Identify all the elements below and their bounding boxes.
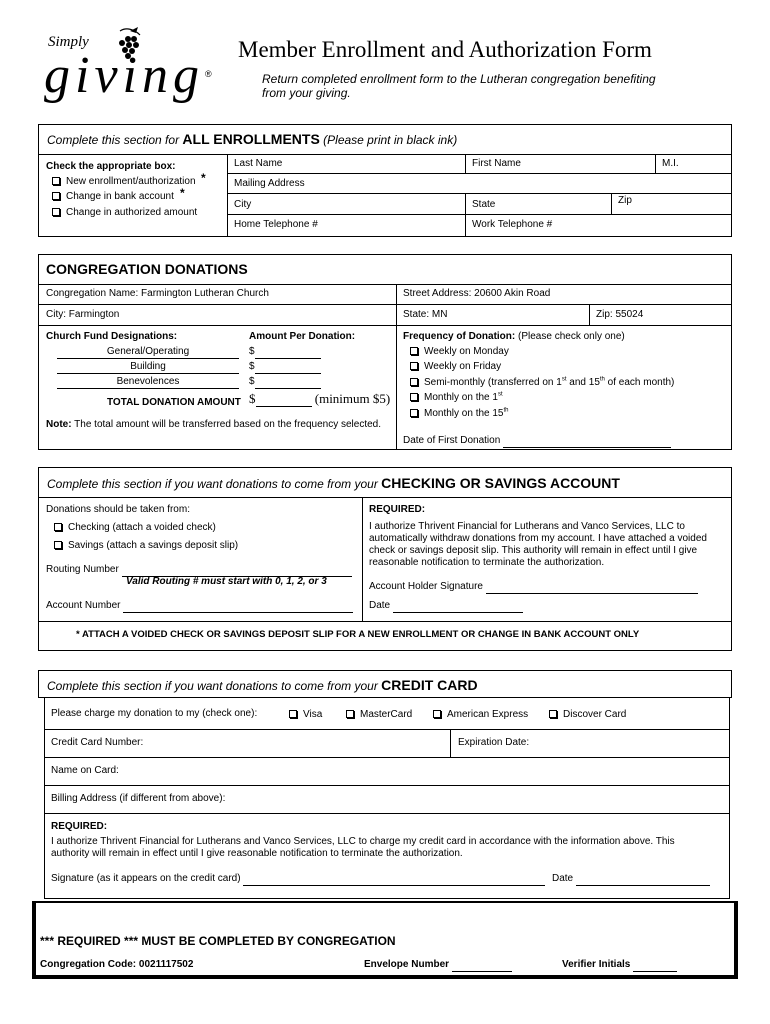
check-box-label: Check the appropriate box:	[46, 161, 176, 172]
option-change-bank[interactable]: Change in bank account	[52, 191, 174, 203]
card-required-label: REQUIRED:	[51, 821, 108, 832]
verifier-initials-field[interactable]: Verifier Initials	[562, 959, 677, 972]
bank-auth-line3: check or savings deposit slip. This authority will remain in effect until I give	[369, 545, 698, 556]
bank-auth-line1: I authorize Thrivent Financial for Lutherans and Vanco Services, LLC to	[369, 521, 685, 532]
card-auth-line1: I authorize Thrivent Financial for Lutherans and Vanco Services, LLC to charge my credit card in accordance with the information above. This	[51, 836, 675, 847]
congregation-required-heading: *** REQUIRED *** MUST BE COMPLETED BY CONGREGATION	[40, 934, 396, 948]
page-title: Member Enrollment and Authorization Form	[238, 37, 652, 62]
option-savings[interactable]: Savings (attach a savings deposit slip)	[54, 540, 238, 552]
logo-simply: Simply	[48, 34, 89, 50]
card-visa[interactable]: Visa	[289, 709, 322, 721]
fund-benevolences: Benevolences	[57, 376, 239, 389]
bank-auth-line2: automatically withdraw donations from my account. I have attached a voided	[369, 533, 707, 544]
subtitle-line1: Return completed enrollment form to the Lutheran congregation benefiting	[262, 72, 656, 86]
amount-per-donation-label: Amount Per Donation:	[249, 331, 356, 342]
required-star: *	[201, 171, 206, 185]
minimum-note: (minimum $5)	[314, 391, 391, 406]
checkbox[interactable]	[549, 710, 557, 718]
amount-general-field[interactable]: $	[249, 346, 321, 359]
routing-number-label: Routing Number	[46, 564, 119, 575]
checkbox[interactable]	[54, 541, 62, 549]
card-date-field[interactable]: Date	[552, 873, 710, 886]
street-address: Street Address: 20600 Akin Road	[403, 288, 551, 299]
registered-mark: ®	[205, 69, 212, 79]
first-name-field[interactable]: First Name	[472, 158, 521, 169]
name-on-card-field[interactable]: Name on Card:	[51, 765, 119, 776]
freq-weekly-monday[interactable]: Weekly on Monday	[410, 346, 509, 358]
option-new-enrollment[interactable]: New enrollment/authorization	[52, 176, 196, 188]
work-telephone-field[interactable]: Work Telephone #	[472, 219, 553, 230]
fund-general: General/Operating	[57, 346, 239, 359]
freq-weekly-friday[interactable]: Weekly on Friday	[410, 361, 501, 373]
donations-taken-from-label: Donations should be taken from:	[46, 504, 190, 515]
checkbox[interactable]	[54, 523, 62, 531]
card-american-express[interactable]: American Express	[433, 709, 528, 721]
expiration-date-field[interactable]: Expiration Date:	[458, 737, 530, 748]
congregation-name: Congregation Name: Farmington Lutheran Church	[46, 288, 269, 299]
card-auth-line2: authority will remain in effect until I give reasonable notification to terminate the authorization.	[51, 848, 463, 859]
checkbox[interactable]	[52, 192, 60, 200]
enrollment-section-heading: Complete this section for ALL ENROLLMENTS (Please print in black ink)	[47, 131, 458, 147]
zip-field[interactable]: Zip	[618, 195, 632, 206]
congregation-zip: Zip: 55024	[596, 309, 644, 320]
total-donation-field[interactable]: $ (minimum $5)	[249, 391, 391, 406]
card-number-field[interactable]: Credit Card Number:	[51, 737, 144, 748]
attach-voided-check-note: * ATTACH A VOIDED CHECK OR SAVINGS DEPOSIT SLIP FOR A NEW ENROLLMENT OR CHANGE IN BANK ACCOUNT ONLY	[76, 629, 640, 640]
charge-card-label: Please charge my donation to my (check one):	[51, 708, 258, 719]
last-name-field[interactable]: Last Name	[234, 158, 283, 169]
subtitle-line2: from your giving.	[262, 86, 351, 100]
fund-building: Building	[57, 361, 239, 374]
account-number-field[interactable]: Account Number	[46, 600, 353, 613]
bank-section-heading: Complete this section if you want donations to come from your CHECKING OR SAVINGS ACCOUNT	[47, 475, 620, 491]
card-section-heading: Complete this section if you want donations to come from your CREDIT CARD	[47, 677, 478, 693]
checkbox[interactable]	[410, 378, 418, 386]
congregation-state: State: MN	[403, 309, 448, 320]
mi-field[interactable]: M.I.	[662, 158, 679, 169]
checkbox[interactable]	[346, 710, 354, 718]
mailing-address-field[interactable]: Mailing Address	[234, 178, 305, 189]
congregation-heading: CONGREGATION DONATIONS	[46, 261, 248, 277]
amount-benevolences-field[interactable]: $	[249, 376, 321, 389]
card-discover[interactable]: Discover Card	[549, 709, 626, 721]
checkbox[interactable]	[52, 177, 60, 185]
congregation-code: Congregation Code: 0021117502	[40, 959, 194, 970]
freq-semi-monthly[interactable]: Semi-monthly (transferred on 1st and 15th of each month)	[410, 377, 674, 389]
bank-auth-line4: reasonable notification to terminate the authorization.	[369, 557, 605, 568]
required-star: *	[180, 186, 185, 200]
checkbox[interactable]	[410, 409, 418, 417]
option-change-amount[interactable]: Change in authorized amount	[52, 207, 197, 219]
amount-building-field[interactable]: $	[249, 361, 321, 374]
frequency-note: Note: The total amount will be transferred based on the frequency selected.	[46, 419, 382, 430]
bank-required-label: REQUIRED:	[369, 504, 426, 515]
checkbox[interactable]	[410, 347, 418, 355]
checkbox[interactable]	[52, 208, 60, 216]
card-mastercard[interactable]: MasterCard	[346, 709, 412, 721]
checkbox[interactable]	[410, 362, 418, 370]
fund-designations-label: Church Fund Designations:	[46, 331, 178, 342]
bank-date-field[interactable]: Date	[369, 600, 523, 613]
frequency-label: Frequency of Donation: (Please check only one)	[403, 331, 625, 342]
state-field[interactable]: State	[472, 199, 496, 210]
home-telephone-field[interactable]: Home Telephone #	[234, 219, 318, 230]
billing-address-field[interactable]: Billing Address (if different from above):	[51, 793, 226, 804]
checkbox[interactable]	[433, 710, 441, 718]
total-donation-label: TOTAL DONATION AMOUNT	[107, 397, 241, 408]
congregation-city: City: Farmington	[46, 309, 120, 320]
first-donation-date-field[interactable]: Date of First Donation	[403, 435, 671, 448]
envelope-number-field[interactable]: Envelope Number	[364, 959, 512, 972]
city-field[interactable]: City	[234, 199, 252, 210]
account-holder-signature-field[interactable]: Account Holder Signature	[369, 581, 698, 594]
card-signature-field[interactable]: Signature (as it appears on the credit card)	[51, 873, 545, 886]
checkbox[interactable]	[289, 710, 297, 718]
logo-giving: giving	[44, 47, 204, 104]
option-checking[interactable]: Checking (attach a voided check)	[54, 522, 216, 534]
checkbox[interactable]	[410, 393, 418, 401]
freq-monthly-15th[interactable]: Monthly on the 15th	[410, 408, 509, 420]
routing-number-note: Valid Routing # must start with 0, 1, 2, or 3	[126, 576, 327, 587]
freq-monthly-1st[interactable]: Monthly on the 1st	[410, 392, 503, 404]
